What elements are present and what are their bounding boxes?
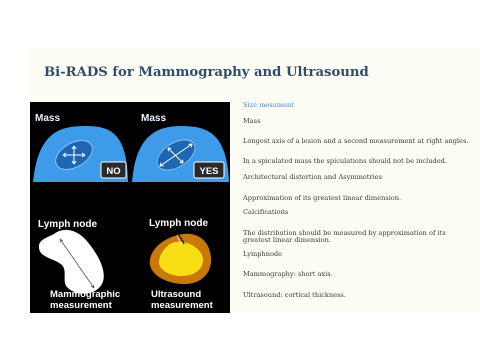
mass-label-left: Mass xyxy=(35,113,61,124)
mass-line-2: In a spiculated mass the spiculations should not be included. xyxy=(243,157,447,165)
badge-no xyxy=(101,162,126,178)
calcifications-heading: Calcifications xyxy=(243,208,289,216)
architectural-line: Approximation of its greatest linear dimension. xyxy=(243,194,402,202)
caption-left-line2: measurement xyxy=(50,300,112,311)
calcifications-line: The distribution should be measured by approximation of its greatest linear dimension. xyxy=(243,229,446,245)
slide-title: Bi-RADS for Mammography and Ultrasound xyxy=(44,65,369,80)
badge-yes-label: YES xyxy=(199,166,219,177)
mass-heading: Mass xyxy=(243,117,261,125)
mass-label-right: Mass xyxy=(141,113,167,124)
lymphnode-ultrasound: Ultrasound: cortical thickness. xyxy=(243,291,346,299)
lymphnode-heading: Lymphnode xyxy=(243,250,283,258)
caption-right-line1: Ultrasound xyxy=(151,289,202,300)
badge-no-label: NO xyxy=(106,166,121,177)
badge-yes xyxy=(194,162,224,178)
caption-right-line2: measurement xyxy=(151,300,213,311)
birads-figure xyxy=(30,102,230,313)
lymph-node-us xyxy=(150,234,211,284)
caption-left-line1: Mammographic xyxy=(50,289,121,300)
size-measurement-subhead: Size mesument xyxy=(243,101,294,109)
lymph-label-right: Lymph node xyxy=(149,218,209,229)
lymph-label-left: Lymph node xyxy=(38,219,98,230)
lymphnode-mammography: Mammography: short axis. xyxy=(243,270,333,278)
lymph-node-mammo xyxy=(39,230,104,294)
mass-line-1: Longest axis of a lesion and a second measurement at right angles. xyxy=(243,137,469,145)
architectural-heading: Architectural distortion and Asymmetries xyxy=(243,173,382,181)
